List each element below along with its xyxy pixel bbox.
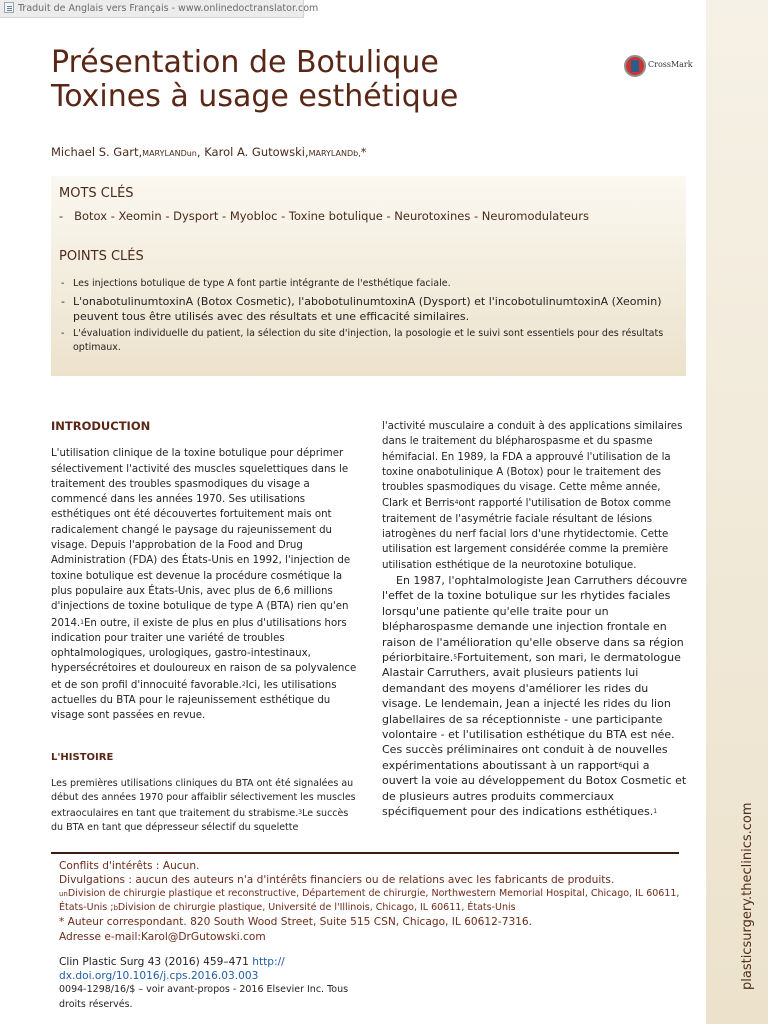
title-line-2: Toxines à usage esthétique — [51, 79, 459, 114]
email-address[interactable]: Adresse e-mail:Karol@DrGutowski.com — [59, 930, 266, 943]
intro-text-2: En outre, il existe de plus en plus d'utilisations hors indication pour traiter une variété de troubles ophtalmologiques, urologiques, gastro-intestinaux, hypersécrétoires et douloureux en raison de sa polyvalence et de son profil d'innocuité favorable. — [51, 617, 357, 691]
right-paragraph-2 — [382, 573, 688, 820]
keywords-list: Botox - Xeomin - Dysport - Myobloc - Toxine botulique - Neurotoxines - Neuromodulateurs — [74, 209, 589, 223]
translator-banner[interactable] — [0, 0, 319, 18]
crossmark-label: CrossMark — [648, 60, 693, 69]
keypoint-item: - L'évaluation individuelle du patient, la sélection du site d'injection, la posologie et le suivi sont essentiels pour des résultats optimaux. — [59, 327, 679, 355]
key-panel — [51, 176, 686, 376]
right-text-1: l'activité musculaire a conduit à des applications similaires dans le traitement du blépharospasme et du spasme hémifacial. En 1989, la FDA a approuvé l'utilisation de la toxine onabotulinique A (Botox) pour le traitement des troubles spasmodiques du visage. Cette même année, Clark et Berris — [382, 421, 683, 510]
author-line — [51, 145, 367, 159]
crossmark-badge[interactable] — [624, 55, 694, 79]
reference-5[interactable]: 5 — [453, 654, 458, 661]
affiliation-b-mark: b — [113, 904, 118, 913]
history-text-2: Le succès du BTA en tant que dépresseur sélectif du squelette — [51, 807, 349, 834]
reference-2[interactable]: 2 — [241, 680, 246, 688]
right-column — [382, 419, 688, 819]
introduction-heading: INTRODUCTION — [51, 419, 151, 433]
keypoint-item: - Les injections botulique de type A font partie intégrante de l'esthétique faciale. — [59, 277, 679, 291]
keypoints-heading: POINTS CLÉS — [59, 249, 144, 264]
keywords-bullet: - — [59, 209, 64, 223]
affiliations — [59, 887, 689, 915]
history-text-1: Les premières utilisations cliniques du BTA ont été signalées au début des années 1970 pour affaiblir sélectivement les muscles extraoculaires en tant que traitement du strabisme. — [51, 777, 356, 819]
corresponding-mark: * — [360, 145, 367, 159]
copyright-line: 0094-1298/16/$ – voir avant-propos - 2016 Elsevier Inc. Tous droits réservés. — [59, 984, 349, 1010]
affiliation-a: Division de chirurgie plastique et reconstructive, Département de chirurgie, Northwestern Memorial Hospital, Chicago, IL 60611, États-Unis ; — [59, 888, 680, 914]
right-text-5: qui a ouvert la voie au développement du Botox Cosmetic et de plusieurs autres produits commerciaux spécifiquement pour des indications esthétiques. — [382, 758, 687, 819]
history-heading: L'HISTOIRE — [51, 751, 114, 763]
author-1-affiliation: MARYLANDun — [142, 149, 197, 158]
title-line-1: Présentation de Botulique — [51, 45, 439, 80]
right-paragraph-1 — [382, 419, 688, 573]
author-1: Michael S. Gart, — [51, 145, 143, 159]
citation-journal-line — [59, 955, 359, 969]
reference-4[interactable]: 4 — [454, 499, 459, 507]
keywords-line — [59, 209, 589, 223]
reference-6[interactable]: 6 — [618, 761, 623, 769]
right-text-4: Fortuitement, son mari, le dermatologue Alastair Carruthers, avait plusieurs patients lui demandant des moyens d'améliorer les rides du visage. Le lendemain, Jean a injecté les rides du lion glabellaires de sa réceptionniste - une participante volontaire - et l'utilisation esthétique du BTA est née. Ces succès préliminaires ont conduit à de nouvelles expérimentations aboutissant à un rapport — [382, 651, 681, 772]
citation-block — [59, 955, 359, 1012]
reference-3[interactable]: 3 — [298, 808, 303, 816]
introduction-paragraph — [51, 446, 357, 723]
doi-link[interactable]: dx.doi.org/10.1016/j.cps.2016.03.003 — [59, 970, 259, 983]
document-icon — [4, 2, 14, 13]
reference-7[interactable]: 1 — [653, 808, 658, 816]
side-strip — [706, 0, 768, 1024]
journal-url-vertical: plasticsurgery.theclinics.com — [740, 802, 755, 990]
footnote-divider — [51, 852, 679, 854]
left-column — [51, 419, 357, 836]
article-title — [51, 46, 611, 114]
disclosures-statement: Divulgations : aucun des auteurs n'a d'intérêts financiers ou de relations avec les fabricants de produits. — [59, 874, 615, 887]
crossmark-icon — [624, 55, 646, 77]
keypoint-item: - L'onabotulinumtoxinA (Botox Cosmetic), l'abobotulinumtoxinA (Dysport) et l'incobotulinumtoxinA (Xeomin) peuvent tous être utilisés avec des résultats et une efficacité similaires. — [59, 294, 679, 324]
journal-reference: Clin Plastic Surg 43 (2016) 459–471 — [59, 956, 249, 968]
doi-link-prefix[interactable]: http:// — [252, 956, 285, 968]
conflicts-statement: Conflits d'intérêts : Aucun. — [59, 860, 200, 872]
intro-text-1: L'utilisation clinique de la toxine botulique pour déprimer sélectivement l'activité des muscles squelettiques dans le traitement des troubles spasmodiques du visage a commencé dans les années 1970. Ses utilisations esthétiques ont été découvertes fortuitement mais ont radicalement changé le paysage du rajeunissement du visage. Depuis l'approbation de la Food and Drug Administration (FDA) des États-Unis en 1992, l'injection de toxine botulique est devenue la procédure cosmétique la plus populaire aux États-Unis, avec plus de 6,6 millions d'injections de toxine botulique de type A (BTA) rien qu'en 2014. — [51, 448, 351, 629]
translator-text[interactable]: Traduit de Anglais vers Français - www.onlinedoctranslator.com — [18, 3, 319, 14]
author-2: Karol A. Gutowski, — [204, 145, 309, 159]
right-text-2: ont rapporté l'utilisation de Botox comme traitement de l'asymétrie faciale résultant de lésions iatrogènes du nerf facial lors d'une rhytidectomie. Cette utilisation est largement considérée comme la première utilisation esthétique de la neurotoxine botulique. — [382, 498, 671, 571]
keywords-heading: MOTS CLÉS — [59, 186, 134, 201]
history-paragraph — [51, 777, 357, 836]
corresponding-author: * Auteur correspondant. 820 South Wood Street, Suite 515 CSN, Chicago, IL 60612-7316. — [59, 916, 533, 929]
author-separator: , — [196, 145, 205, 159]
author-2-affiliation: MARYLANDb, — [308, 149, 361, 158]
footnotes — [59, 859, 689, 944]
reference-1[interactable]: 1 — [80, 618, 84, 626]
right-text-3: En 1987, l'ophtalmologiste Jean Carruthers découvre l'effet de la toxine botulique sur les rhytides faciales lorsqu'une patiente qu'elle traite pour un blépharospasme demande une injection frontale en raison de l'amélioration qu'elle observe dans sa région périorbitaire. — [382, 573, 688, 664]
affiliation-a-mark: un — [59, 890, 68, 899]
affiliation-b: Division de chirurgie plastique, Université de l'Illinois, Chicago, IL 60611, États-Unis — [117, 902, 516, 914]
keypoints-list — [59, 277, 679, 358]
intro-text-3: Ici, les utilisations actuelles du BTA pour le rajeunissement esthétique du visage sont passées en revue. — [51, 679, 337, 722]
